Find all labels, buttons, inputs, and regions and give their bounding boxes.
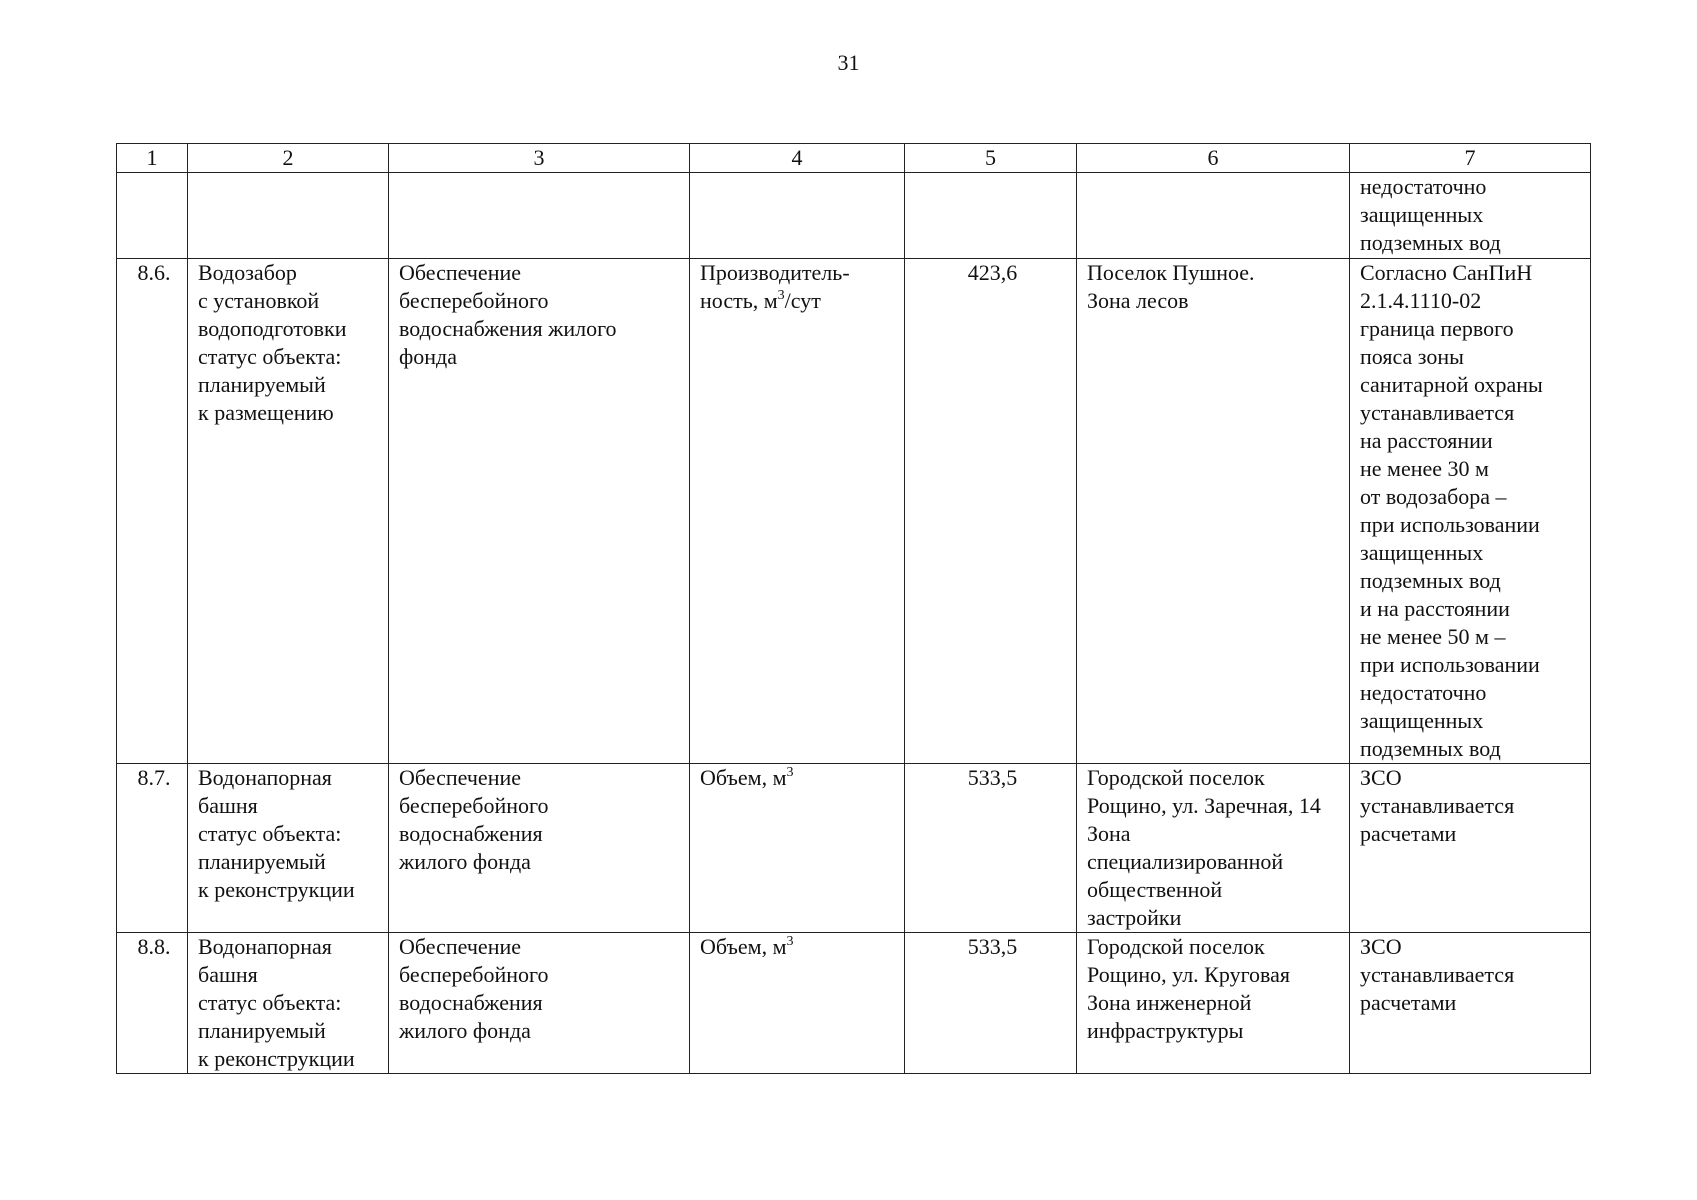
table-row: [117, 259, 1591, 764]
column-header: 2: [188, 144, 389, 173]
column-header: 6: [1077, 144, 1350, 173]
protection-zone-cell: Согласно СанПиН 2.1.4.1110-02 граница первого пояса зоны санитарной охраны устанавливается на расстоянии не менее 30 м от водозабора – при использовании защищенных подземных вод и на расстоянии не менее 50 м – при использовании недостаточно защищенных подземных вод: [1350, 259, 1591, 764]
column-header: 7: [1350, 144, 1591, 173]
value-cell: 533,5: [905, 933, 1077, 1074]
table-row: [117, 933, 1591, 1074]
row-number-cell: 8.7.: [117, 764, 188, 933]
object-name-cell: Водозабор с установкой водоподготовки статус объекта: планируемый к размещению: [188, 259, 389, 764]
location-cell: Городской поселок Рощино, ул. Круговая Зона инженерной инфраструктуры: [1077, 933, 1350, 1074]
column-header: 5: [905, 144, 1077, 173]
column-header: 1: [117, 144, 188, 173]
parameter-cell: [690, 173, 905, 259]
location-cell: [1077, 173, 1350, 259]
object-name-cell: [188, 173, 389, 259]
value-cell: 533,5: [905, 764, 1077, 933]
protection-zone-cell: недостаточно защищенных подземных вод: [1350, 173, 1591, 259]
location-cell: Поселок Пушное. Зона лесов: [1077, 259, 1350, 764]
value-cell: 423,6: [905, 259, 1077, 764]
location-cell: Городской поселок Рощино, ул. Заречная, 14 Зона специализированной общественной застройки: [1077, 764, 1350, 933]
value-cell: [905, 173, 1077, 259]
row-number-cell: 8.6.: [117, 259, 188, 764]
data-table: [116, 143, 1591, 1074]
object-name-cell: Водонапорная башня статус объекта: планируемый к реконструкции: [188, 933, 389, 1074]
column-header: 4: [690, 144, 905, 173]
protection-zone-cell: ЗСО устанавливается расчетами: [1350, 764, 1591, 933]
row-number-cell: 8.8.: [117, 933, 188, 1074]
parameter-cell: Объем, $м^3$: [690, 933, 905, 1074]
parameter-cell: Объем, $м^3$: [690, 764, 905, 933]
purpose-cell: [389, 173, 690, 259]
purpose-cell: Обеспечение бесперебойного водоснабжения жилого фонда: [389, 764, 690, 933]
row-number-cell: [117, 173, 188, 259]
table-row: [117, 173, 1591, 259]
page-number: 31: [837, 50, 860, 75]
protection-zone-cell: ЗСО устанавливается расчетами: [1350, 933, 1591, 1074]
column-header: 3: [389, 144, 690, 173]
purpose-cell: Обеспечение бесперебойного водоснабжения жилого фонда: [389, 933, 690, 1074]
table-row: [117, 764, 1591, 933]
object-name-cell: Водонапорная башня статус объекта: планируемый к реконструкции: [188, 764, 389, 933]
header-row: [117, 144, 1591, 173]
purpose-cell: Обеспечение бесперебойного водоснабжения жилого фонда: [389, 259, 690, 764]
parameter-cell: Производитель- ность, $м^3$/сут: [690, 259, 905, 764]
